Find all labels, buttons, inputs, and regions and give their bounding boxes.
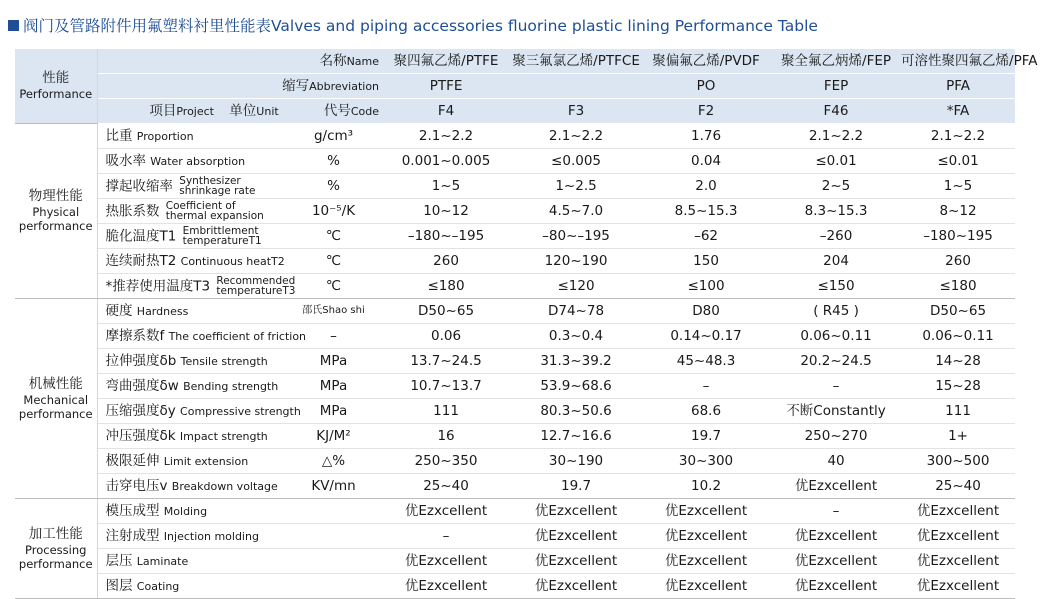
value-cell: 优Ezxcellent <box>511 574 641 599</box>
value-cell: – <box>771 499 901 524</box>
value-cell: 1~5 <box>901 174 1015 199</box>
group-cell <box>15 499 97 599</box>
property-name-cell <box>97 224 262 249</box>
value-cell: ≤0.01 <box>771 149 901 174</box>
table-row <box>15 524 1015 549</box>
property-name-en: Injection molding <box>163 529 259 543</box>
value-cell: 优Ezxcellent <box>771 549 901 574</box>
value-cell: ≤150 <box>771 274 901 299</box>
material-name-4: 聚全氟乙炳烯/FEP <box>771 49 901 74</box>
value-cell: 20.2~24.5 <box>771 349 901 374</box>
group-label-en: performance <box>18 219 93 234</box>
table-row <box>15 124 1015 149</box>
value-cell: 0.06~0.11 <box>771 324 901 349</box>
header-group-zh: 性能 <box>42 70 70 87</box>
value-cell: 1~5 <box>381 174 511 199</box>
value-cell: 250~350 <box>381 449 511 474</box>
value-cell: D80 <box>641 299 771 324</box>
property-name-cell <box>97 374 279 399</box>
value-cell: 优Ezxcellent <box>901 499 1015 524</box>
group-cell <box>15 299 97 499</box>
property-name-zh: 极限延伸 <box>105 452 160 469</box>
property-name-cell <box>97 199 264 224</box>
property-name-en: Molding <box>163 504 208 518</box>
property-name-cell <box>97 449 249 474</box>
unit-cell: 10⁻⁵/K <box>286 199 381 224</box>
property-name-cell <box>97 574 381 599</box>
property-name-zh: 撑起收缩率 <box>105 178 173 194</box>
property-name-zh: 弯曲强度δw <box>105 377 179 394</box>
header-row-abbr <box>15 74 1015 99</box>
property-name-cell <box>97 149 246 174</box>
value-cell: 优Ezxcellent <box>901 574 1015 599</box>
value-cell: 0.06~0.11 <box>901 324 1015 349</box>
unit-cell: MPa <box>286 374 381 399</box>
property-name-en <box>183 226 262 247</box>
table-row <box>15 224 1015 249</box>
material-name-2: 聚三氟氯乙烯/PTFCE <box>511 49 641 74</box>
table-row <box>15 474 1015 499</box>
performance-table <box>15 49 1038 599</box>
property-name-cell <box>97 349 268 374</box>
value-cell: 260 <box>901 249 1015 274</box>
property-name-zh: 脆化温度T1 <box>105 228 177 244</box>
material-abbr-2 <box>511 74 641 99</box>
page-title <box>8 14 818 36</box>
value-cell: 优Ezxcellent <box>901 524 1015 549</box>
property-name-cell <box>97 249 285 274</box>
property-name-en: Impact strength <box>179 429 268 443</box>
value-cell: 优Ezxcellent <box>381 549 511 574</box>
material-abbr-3: PO <box>641 74 771 99</box>
property-name-en-line: Embrittlement <box>182 224 259 237</box>
property-name-cell <box>97 124 222 149</box>
title-text: 阀门及管路附件用氟塑料衬里性能表Valves and piping accessories fluorine plastic lining Performance Table <box>23 17 818 35</box>
property-name-en: Breakdown voltage <box>171 479 278 493</box>
property-name-en-line: Coefficient of <box>165 199 236 212</box>
value-cell: ≤0.005 <box>511 149 641 174</box>
property-name-en: Coating <box>136 579 180 593</box>
group-label-en: Processing <box>25 542 87 557</box>
spacer-cell <box>222 299 286 324</box>
property-name-en: Water absorption <box>150 154 246 168</box>
square-bullet-icon <box>8 20 19 31</box>
material-code-5: *FA <box>901 99 1015 124</box>
table-row <box>15 499 1015 524</box>
property-name-en <box>179 176 255 197</box>
table-row <box>15 349 1015 374</box>
property-name-zh: 注射成型 <box>105 527 160 544</box>
group-label-zh: 加工性能 <box>28 525 83 542</box>
property-name-en: The coefficient of friction <box>168 329 307 343</box>
property-name-cell <box>97 174 256 199</box>
value-cell: 2.1~2.2 <box>901 124 1015 149</box>
value-cell: 250~270 <box>771 424 901 449</box>
value-cell: 10~12 <box>381 199 511 224</box>
table-row <box>15 549 1015 574</box>
material-abbr-4: FEP <box>771 74 901 99</box>
value-cell: 优Ezxcellent <box>381 499 511 524</box>
value-cell: 优Ezxcellent <box>771 574 901 599</box>
group-label-zh: 物理性能 <box>28 188 83 205</box>
value-cell: 25~40 <box>901 474 1015 499</box>
value-cell: 1.76 <box>641 124 771 149</box>
value-cell: 40 <box>771 449 901 474</box>
spacer-cell <box>222 124 286 149</box>
property-name-en-line: thermal expansion <box>165 210 264 222</box>
value-cell: 优Ezxcellent <box>511 549 641 574</box>
unit-cell: ℃ <box>286 249 381 274</box>
unit-cell: KJ/M² <box>286 424 381 449</box>
value-cell: –80~–195 <box>511 224 641 249</box>
property-name-zh: 硬度 <box>105 302 133 319</box>
value-cell: 0.14~0.17 <box>641 324 771 349</box>
value-cell: 4.5~7.0 <box>511 199 641 224</box>
material-name-1: 聚四氟乙烯/PTFE <box>381 49 511 74</box>
group-label-en: Mechanical <box>23 392 89 407</box>
value-cell: 260 <box>381 249 511 274</box>
table-row <box>15 399 1015 424</box>
value-cell: 优Ezxcellent <box>641 574 771 599</box>
value-cell: ≤180 <box>381 274 511 299</box>
group-label-en: performance <box>18 406 93 421</box>
value-cell: 30~300 <box>641 449 771 474</box>
property-name-zh: 摩擦系数f <box>105 327 165 344</box>
property-name-cell <box>97 549 381 574</box>
property-name-zh: 击穿电压v <box>105 477 168 494</box>
value-cell: 优Ezxcellent <box>641 499 771 524</box>
property-name-zh: 压缩强度δy <box>105 402 176 419</box>
value-cell: 8~12 <box>901 199 1015 224</box>
property-name-en: Tensile strength <box>180 354 268 368</box>
group-label-en: performance <box>18 556 93 571</box>
value-cell: ≤100 <box>641 274 771 299</box>
value-cell: 1+ <box>901 424 1015 449</box>
value-cell: 1~2.5 <box>511 174 641 199</box>
value-cell: 优Ezxcellent <box>641 524 771 549</box>
value-cell: 2~5 <box>771 174 901 199</box>
property-name-en: Bending strength <box>183 379 279 393</box>
unit-cell: 邵氏Shao shi <box>286 299 381 324</box>
value-cell: 120~190 <box>511 249 641 274</box>
value-cell: 优Ezxcellent <box>511 524 641 549</box>
value-cell: 8.5~15.3 <box>641 199 771 224</box>
table-row <box>15 324 1015 349</box>
property-name-cell <box>97 274 296 299</box>
material-code-4: F46 <box>771 99 901 124</box>
unit-cell: % <box>286 149 381 174</box>
value-cell: – <box>641 374 771 399</box>
value-cell: 0.3~0.4 <box>511 324 641 349</box>
property-name-en-line: Synthesizer <box>179 174 241 187</box>
unit-cell: – <box>286 324 381 349</box>
property-name-en <box>166 201 264 222</box>
table-row <box>15 149 1015 174</box>
property-name-en-line: shrinkage rate <box>179 185 256 197</box>
value-cell: 14~28 <box>901 349 1015 374</box>
value-cell: –180~–195 <box>381 224 511 249</box>
property-name-en-line: temperatureT1 <box>182 235 262 247</box>
value-cell: 68.6 <box>641 399 771 424</box>
value-cell: 16 <box>381 424 511 449</box>
header-abbr-label: 缩写Abbreviation <box>97 74 381 99</box>
header-row-name <box>15 49 1015 74</box>
value-cell: 111 <box>381 399 511 424</box>
property-name-en: Proportion <box>136 129 194 143</box>
property-name-cell <box>97 299 222 324</box>
header-code-label: 代号Code <box>286 99 381 124</box>
value-cell: ( R45 ) <box>771 299 901 324</box>
material-name-3: 聚偏氟乙烯/PVDF <box>641 49 771 74</box>
table-row <box>15 299 1015 324</box>
unit-cell: ℃ <box>286 274 381 299</box>
property-name-zh: 冲压强度δk <box>105 427 176 444</box>
property-name-zh: 连续耐热T2 <box>105 252 177 269</box>
value-cell: 12.7~16.6 <box>511 424 641 449</box>
value-cell: – <box>771 374 901 399</box>
unit-cell: ℃ <box>286 224 381 249</box>
property-name-cell <box>97 499 381 524</box>
value-cell: 150 <box>641 249 771 274</box>
value-cell: 13.7~24.5 <box>381 349 511 374</box>
value-cell: 15~28 <box>901 374 1015 399</box>
property-name-cell <box>97 474 278 499</box>
unit-cell: % <box>286 174 381 199</box>
header-group-en: Performance <box>19 87 93 102</box>
property-name-cell <box>97 324 307 349</box>
property-name-cell <box>97 524 381 549</box>
property-name-en-line: Recommended <box>216 274 296 287</box>
header-group-cell <box>15 49 97 124</box>
value-cell: 10.7~13.7 <box>381 374 511 399</box>
value-cell: 0.04 <box>641 149 771 174</box>
value-cell: 204 <box>771 249 901 274</box>
value-cell: 53.9~68.6 <box>511 374 641 399</box>
table-row <box>15 274 1015 299</box>
property-name-en: Hardness <box>136 304 189 318</box>
value-cell: 111 <box>901 399 1015 424</box>
value-cell: –260 <box>771 224 901 249</box>
property-name-zh: 热胀系数 <box>105 203 160 219</box>
property-name-cell <box>97 399 301 424</box>
property-name-en: Compressive strength <box>180 404 301 418</box>
property-name-zh: 比重 <box>105 127 133 144</box>
value-cell: 不断Constantly <box>771 399 901 424</box>
value-cell: 80.3~50.6 <box>511 399 641 424</box>
property-name-zh: 层压 <box>105 552 133 569</box>
value-cell: ≤180 <box>901 274 1015 299</box>
property-name-zh: 吸水率 <box>105 152 146 169</box>
group-cell <box>15 124 97 299</box>
value-cell: 优Ezxcellent <box>901 549 1015 574</box>
value-cell: 优Ezxcellent <box>511 499 641 524</box>
value-cell: ≤120 <box>511 274 641 299</box>
value-cell: 2.1~2.2 <box>511 124 641 149</box>
material-code-1: F4 <box>381 99 511 124</box>
material-code-2: F3 <box>511 99 641 124</box>
unit-cell: MPa <box>286 399 381 424</box>
property-name-en-line: temperatureT3 <box>216 285 296 297</box>
unit-cell: KV/mn <box>286 474 381 499</box>
table-row <box>15 199 1015 224</box>
property-name-en: Continuous heatT2 <box>180 254 285 268</box>
value-cell: 19.7 <box>641 424 771 449</box>
value-cell: 0.06 <box>381 324 511 349</box>
property-name-en: Laminate <box>136 554 189 568</box>
value-cell: 19.7 <box>511 474 641 499</box>
property-name-cell <box>97 424 268 449</box>
value-cell: 0.001~0.005 <box>381 149 511 174</box>
value-cell: 2.1~2.2 <box>771 124 901 149</box>
value-cell: D50~65 <box>901 299 1015 324</box>
value-cell: – <box>381 524 511 549</box>
value-cell: 优Ezxcellent <box>771 474 901 499</box>
value-cell: D50~65 <box>381 299 511 324</box>
property-name-zh: 拉伸强度δb <box>105 352 177 369</box>
unit-cell: g/cm³ <box>286 124 381 149</box>
unit-cell: MPa <box>286 349 381 374</box>
material-abbr-5: PFA <box>901 74 1015 99</box>
header-unit-label: 单位Unit <box>222 99 286 124</box>
value-cell: 45~48.3 <box>641 349 771 374</box>
value-cell: D74~78 <box>511 299 641 324</box>
table-body <box>15 124 1015 599</box>
property-name-en <box>216 276 295 297</box>
value-cell: 优Ezxcellent <box>641 549 771 574</box>
value-cell: 31.3~39.2 <box>511 349 641 374</box>
table-row <box>15 574 1015 599</box>
value-cell: 10.2 <box>641 474 771 499</box>
value-cell: 8.3~15.3 <box>771 199 901 224</box>
material-name-5: 可溶性聚四氟乙烯/PFA <box>901 49 1015 74</box>
value-cell: 2.1~2.2 <box>381 124 511 149</box>
unit-cell: △% <box>286 449 381 474</box>
table-row <box>15 424 1015 449</box>
header-name-label: 名称Name <box>97 49 381 74</box>
group-label-zh: 机械性能 <box>28 375 83 392</box>
value-cell: 30~190 <box>511 449 641 474</box>
group-label-en: Physical <box>32 205 80 220</box>
property-name-zh: 模压成型 <box>105 502 160 519</box>
property-name-en: Limit extension <box>163 454 249 468</box>
value-cell: 2.0 <box>641 174 771 199</box>
table-row <box>15 449 1015 474</box>
value-cell: 优Ezxcellent <box>381 574 511 599</box>
value-cell: 优Ezxcellent <box>771 524 901 549</box>
header-project-label: 项目Project <box>97 99 222 124</box>
property-name-zh: 图层 <box>105 577 133 594</box>
table-row <box>15 374 1015 399</box>
value-cell: 300~500 <box>901 449 1015 474</box>
material-code-3: F2 <box>641 99 771 124</box>
property-name-zh: *推荐使用温度T3 <box>105 278 211 294</box>
value-cell: 25~40 <box>381 474 511 499</box>
header-row-code <box>15 99 1015 124</box>
table-row <box>15 174 1015 199</box>
value-cell: ≤0.01 <box>901 149 1015 174</box>
material-abbr-1: PTFE <box>381 74 511 99</box>
value-cell: –62 <box>641 224 771 249</box>
value-cell: –180~195 <box>901 224 1015 249</box>
table-row <box>15 249 1015 274</box>
